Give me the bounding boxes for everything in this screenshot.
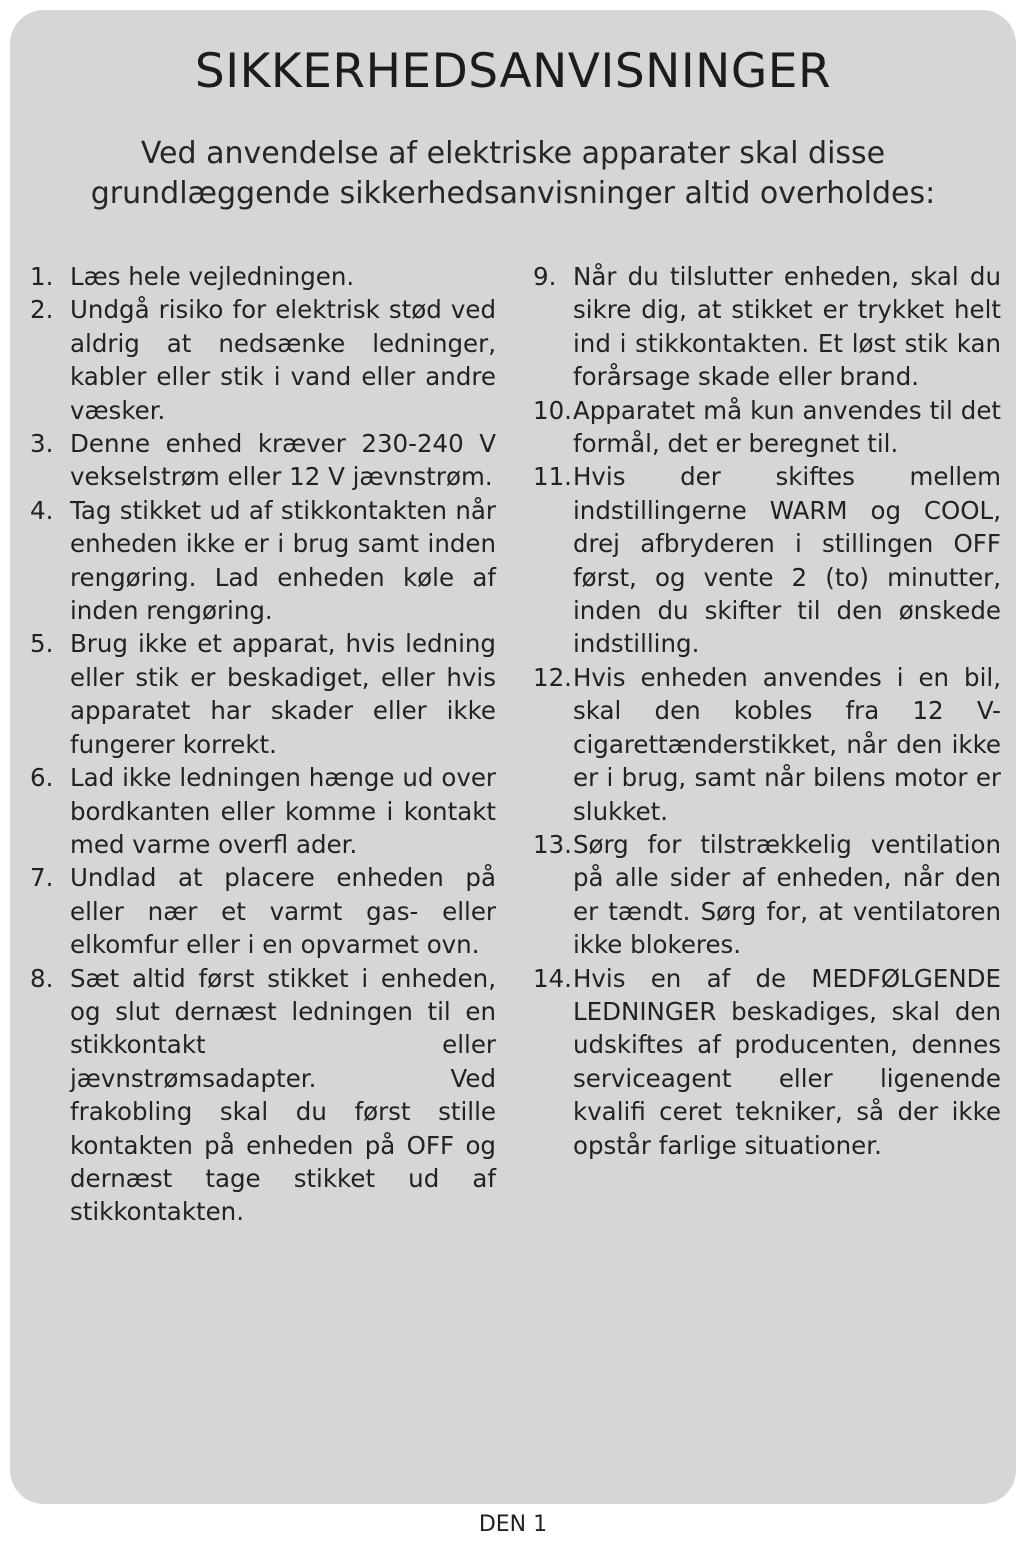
instruction-text: Når du tilslutter enheden, skal du sikre dig, at stikket er trykket helt ind i stikkontakten. Et løst stik kan forårsage skade eller brand. [573, 262, 1001, 392]
instruction-text: Brug ikke et apparat, hvis ledning eller stik er beskadiget, eller hvis apparatet har skader eller ikke fungerer korrekt. [70, 629, 496, 759]
instruction-number: 7. [30, 863, 54, 893]
instruction-text: Sørg for tilstrækkelig ventilation på alle sider af enheden, når den er tændt. Sørg for, at ventilatoren ikke blokeres. [573, 829, 1001, 960]
instruction-text: Hvis en af de MEDFØLGENDE LEDNINGER beskadiges, skal den udskiftes af producenten, dennes serviceagent eller ligenende kvalifi ceret tekniker, så der ikke opstår farlige situationer. [573, 963, 1001, 1160]
instruction-number: 9. [533, 262, 557, 291]
instructions-column-right [533, 260, 1001, 1162]
instruction-number: 13. [533, 829, 572, 859]
instruction-number: 5. [30, 629, 54, 659]
instructions-column-left [30, 260, 496, 1229]
instruction-item [30, 761, 496, 861]
intro-text: Ved anvendelse af elektriske apparater skal disse grundlæggende sikkerhedsanvisninger altid overholdes: [90, 136, 936, 211]
instruction-text: Undlad at placere enheden på eller nær et varmt gas- eller elkomfur eller i en opvarmet ovn. [70, 863, 496, 960]
instruction-text: Sæt altid først stikket i enheden, og slut dernæst ledningen til en stikkontakt eller jævnstrømsadapter. Ved frakobling skal du først stille kontakten på enheden på OFF og dernæst tage stikket ud af stikkontakten. [70, 963, 496, 1227]
instruction-text: Denne enhed kræver 230-240 V vekselstrøm eller 12 V jævnstrøm. [70, 429, 496, 492]
instruction-item [30, 260, 496, 293]
instruction-item [30, 861, 496, 961]
page-title: SIKKERHEDSANVISNINGER [194, 44, 832, 99]
instruction-number: 1. [30, 262, 54, 291]
instruction-item [533, 962, 1001, 1162]
instruction-text: Lad ikke ledningen hænge ud over bordkanten eller komme i kontakt med varme overfl ader. [70, 763, 496, 859]
instruction-item [30, 427, 496, 494]
instruction-item [30, 494, 496, 628]
instruction-text: Tag stikket ud af stikkontakten når enheden ikke er i brug samt inden rengøring. Lad enheden køle af inden rengøring. [70, 495, 496, 626]
instruction-number: 14. [533, 963, 572, 993]
page-number: DEN 1 [478, 1512, 548, 1537]
instruction-text: Apparatet må kun anvendes til det formål, det er beregnet til. [573, 395, 1001, 459]
instruction-number: 6. [30, 763, 54, 793]
instruction-item [533, 460, 1001, 660]
instruction-number: 12. [533, 662, 572, 692]
instruction-text: Undgå risiko for elektrisk stød ved aldrig at nedsænke ledninger, kabler eller stik i vand eller andre væsker. [70, 295, 496, 425]
instruction-number: 2. [30, 295, 54, 325]
instruction-number: 11. [533, 462, 572, 492]
instruction-number: 3. [30, 429, 54, 459]
instruction-item [30, 962, 496, 1229]
instruction-number: 4. [30, 495, 54, 525]
instruction-item [533, 828, 1001, 962]
instruction-text: Læs hele vejledningen. [70, 262, 355, 291]
instruction-text: Hvis enheden anvendes i en bil, skal den kobles fra 12 V-cigarettænderstikket, når den ikke er i brug, samt når bilens motor er slukket. [573, 662, 1001, 826]
instruction-item [533, 661, 1001, 828]
instruction-item [30, 293, 496, 427]
instruction-number: 10. [533, 395, 572, 425]
instruction-item [30, 627, 496, 761]
instruction-item [533, 260, 1001, 394]
instruction-number: 8. [30, 963, 54, 993]
instruction-text: Hvis der skiftes mellem indstillingerne WARM og COOL, drej afbryderen i stillingen OFF først, og vente 2 (to) minutter, inden du skifter til den ønskede indstilling. [573, 462, 1001, 659]
instruction-item [533, 394, 1001, 461]
